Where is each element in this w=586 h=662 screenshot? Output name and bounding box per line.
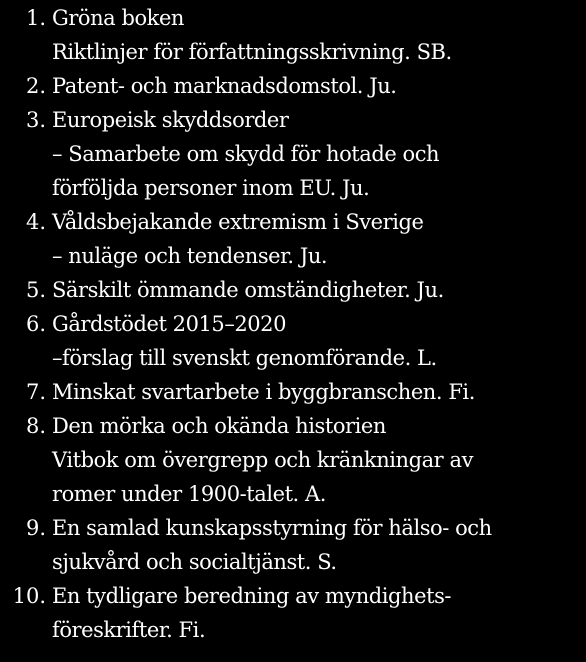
item-number: 1. (25, 6, 46, 30)
item-text: Vitbok om övergrepp och kränkningar av (52, 448, 473, 472)
item-title: Gröna boken (52, 6, 184, 30)
list-item (0, 511, 586, 579)
list-item (0, 375, 586, 409)
item-title: Minskat svartarbete i byggbranschen. Fi. (52, 380, 475, 404)
item-title: Den mörka och okända historien (52, 414, 386, 438)
list-item (0, 205, 586, 273)
item-number: 7. (25, 380, 46, 404)
item-title: Särskilt ömmande omständigheter. Ju. (52, 278, 444, 302)
item-number: 2. (25, 74, 46, 98)
item-number: 10. (12, 584, 46, 608)
item-text: –förslag till svenskt genomförande. L. (52, 346, 437, 370)
list-item (0, 1, 586, 69)
list-item (0, 103, 586, 205)
list-item (0, 273, 586, 307)
list-item (0, 579, 586, 647)
item-text: Riktlinjer för författningsskrivning. SB. (52, 40, 452, 64)
item-text: – Samarbete om skydd för hotade och (52, 142, 440, 166)
publication-list (0, 1, 586, 647)
item-text: förföljda personer inom EU. Ju. (52, 176, 370, 200)
item-title: En samlad kunskapsstyrning för hälso- och (52, 516, 492, 540)
item-title: Europeisk skyddsorder (52, 108, 289, 132)
item-title: Patent- och marknadsdomstol. Ju. (52, 74, 397, 98)
item-number: 8. (25, 414, 46, 438)
item-number: 4. (25, 210, 46, 234)
item-text: sjukvård och socialtjänst. S. (52, 550, 337, 574)
item-title: Våldsbejakande extremism i Sverige (52, 210, 424, 234)
item-number: 6. (25, 312, 46, 336)
item-number: 3. (25, 108, 46, 132)
item-text: föreskrifter. Fi. (52, 618, 206, 642)
list-item (0, 307, 586, 375)
list-item (0, 409, 586, 511)
item-number: 9. (25, 516, 46, 540)
item-title: Gårdstödet 2015–2020 (52, 312, 287, 336)
item-text: romer under 1900-talet. A. (52, 482, 326, 506)
item-text: – nuläge och tendenser. Ju. (52, 244, 328, 268)
item-title: En tydligare beredning av myndighets- (52, 584, 452, 608)
list-item (0, 69, 586, 103)
item-number: 5. (25, 278, 46, 302)
